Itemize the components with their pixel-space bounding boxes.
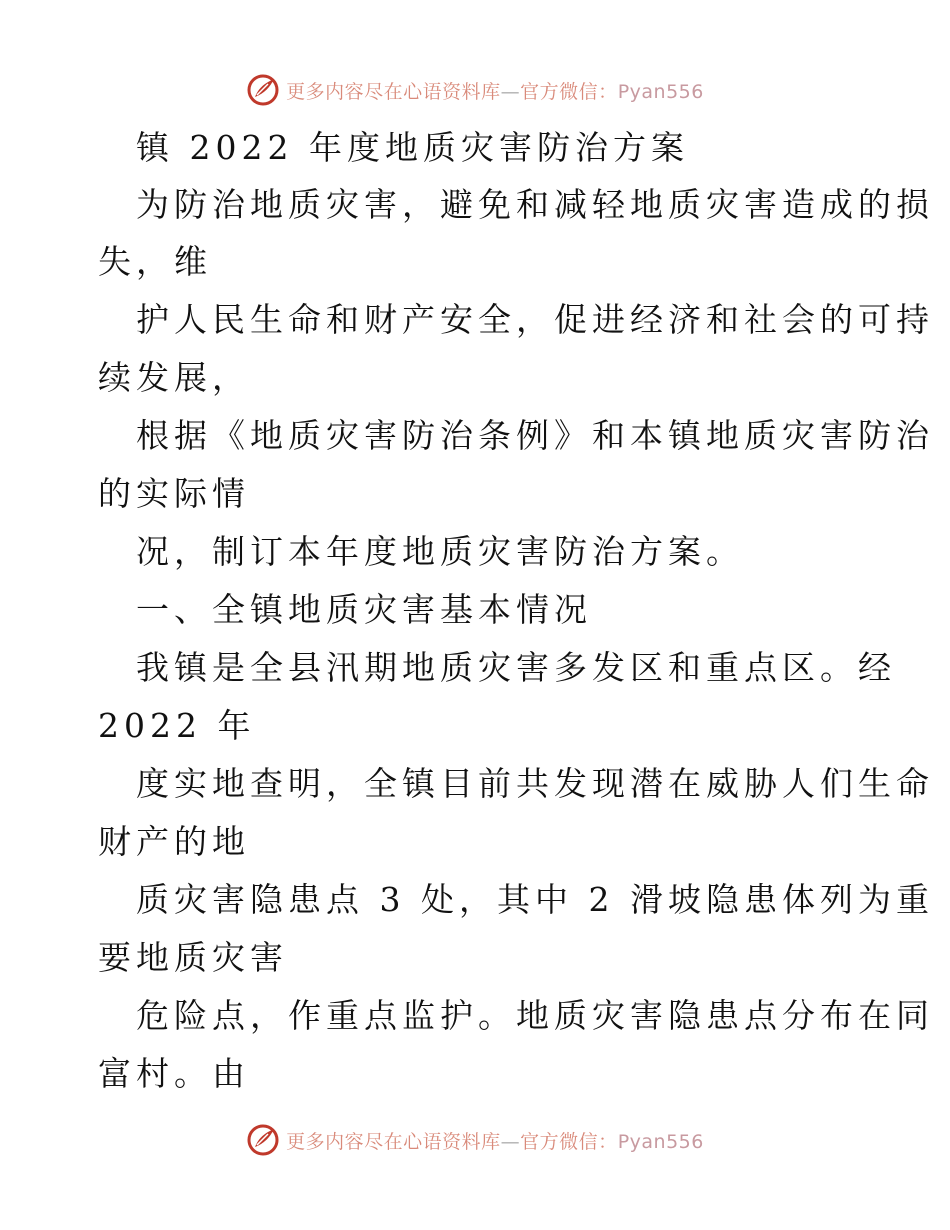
paragraph-line: 的实际情 [98,474,250,513]
paragraph-line: 我镇是全县汛期地质灾害多发区和重点区。经 [136,648,896,687]
paragraph-line: 2022 年 [98,706,256,745]
paragraph-line: 危险点，作重点监护。地质灾害隐患点分布在同 [136,996,934,1035]
paragraph-line: 质灾害隐患点 3 处，其中 2 滑坡隐患体列为重 [136,880,934,919]
section-heading: 一、全镇地质灾害基本情况 [136,590,592,629]
paragraph-line: 要地质灾害 [98,938,288,977]
document-title: 镇 2022 年度地质灾害防治方案 [136,128,689,167]
leaf-pen-logo-icon [246,73,280,107]
paragraph-line: 根据《地质灾害防治条例》和本镇地质灾害防治 [136,416,934,455]
paragraph-line: 续发展， [98,358,250,397]
watermark-text: 更多内容尽在心语资料库—官方微信：Pyan556 [286,1130,704,1153]
paragraph-line: 为防治地质灾害，避免和减轻地质灾害造成的损 [136,185,934,224]
leaf-pen-logo-icon [246,1123,280,1157]
paragraph-line: 富村。由 [98,1054,250,1093]
footer-watermark [0,1122,950,1158]
watermark-text: 更多内容尽在心语资料库—官方微信：Pyan556 [286,80,704,103]
paragraph-line: 失，维 [98,242,212,281]
paragraph-line: 度实地查明，全镇目前共发现潜在威胁人们生命 [136,764,934,803]
paragraph-line: 财产的地 [98,822,250,861]
paragraph-line: 护人民生命和财产安全，促进经济和社会的可持 [136,300,934,339]
paragraph-line: 况，制订本年度地质灾害防治方案。 [136,532,744,571]
header-watermark [0,72,950,108]
